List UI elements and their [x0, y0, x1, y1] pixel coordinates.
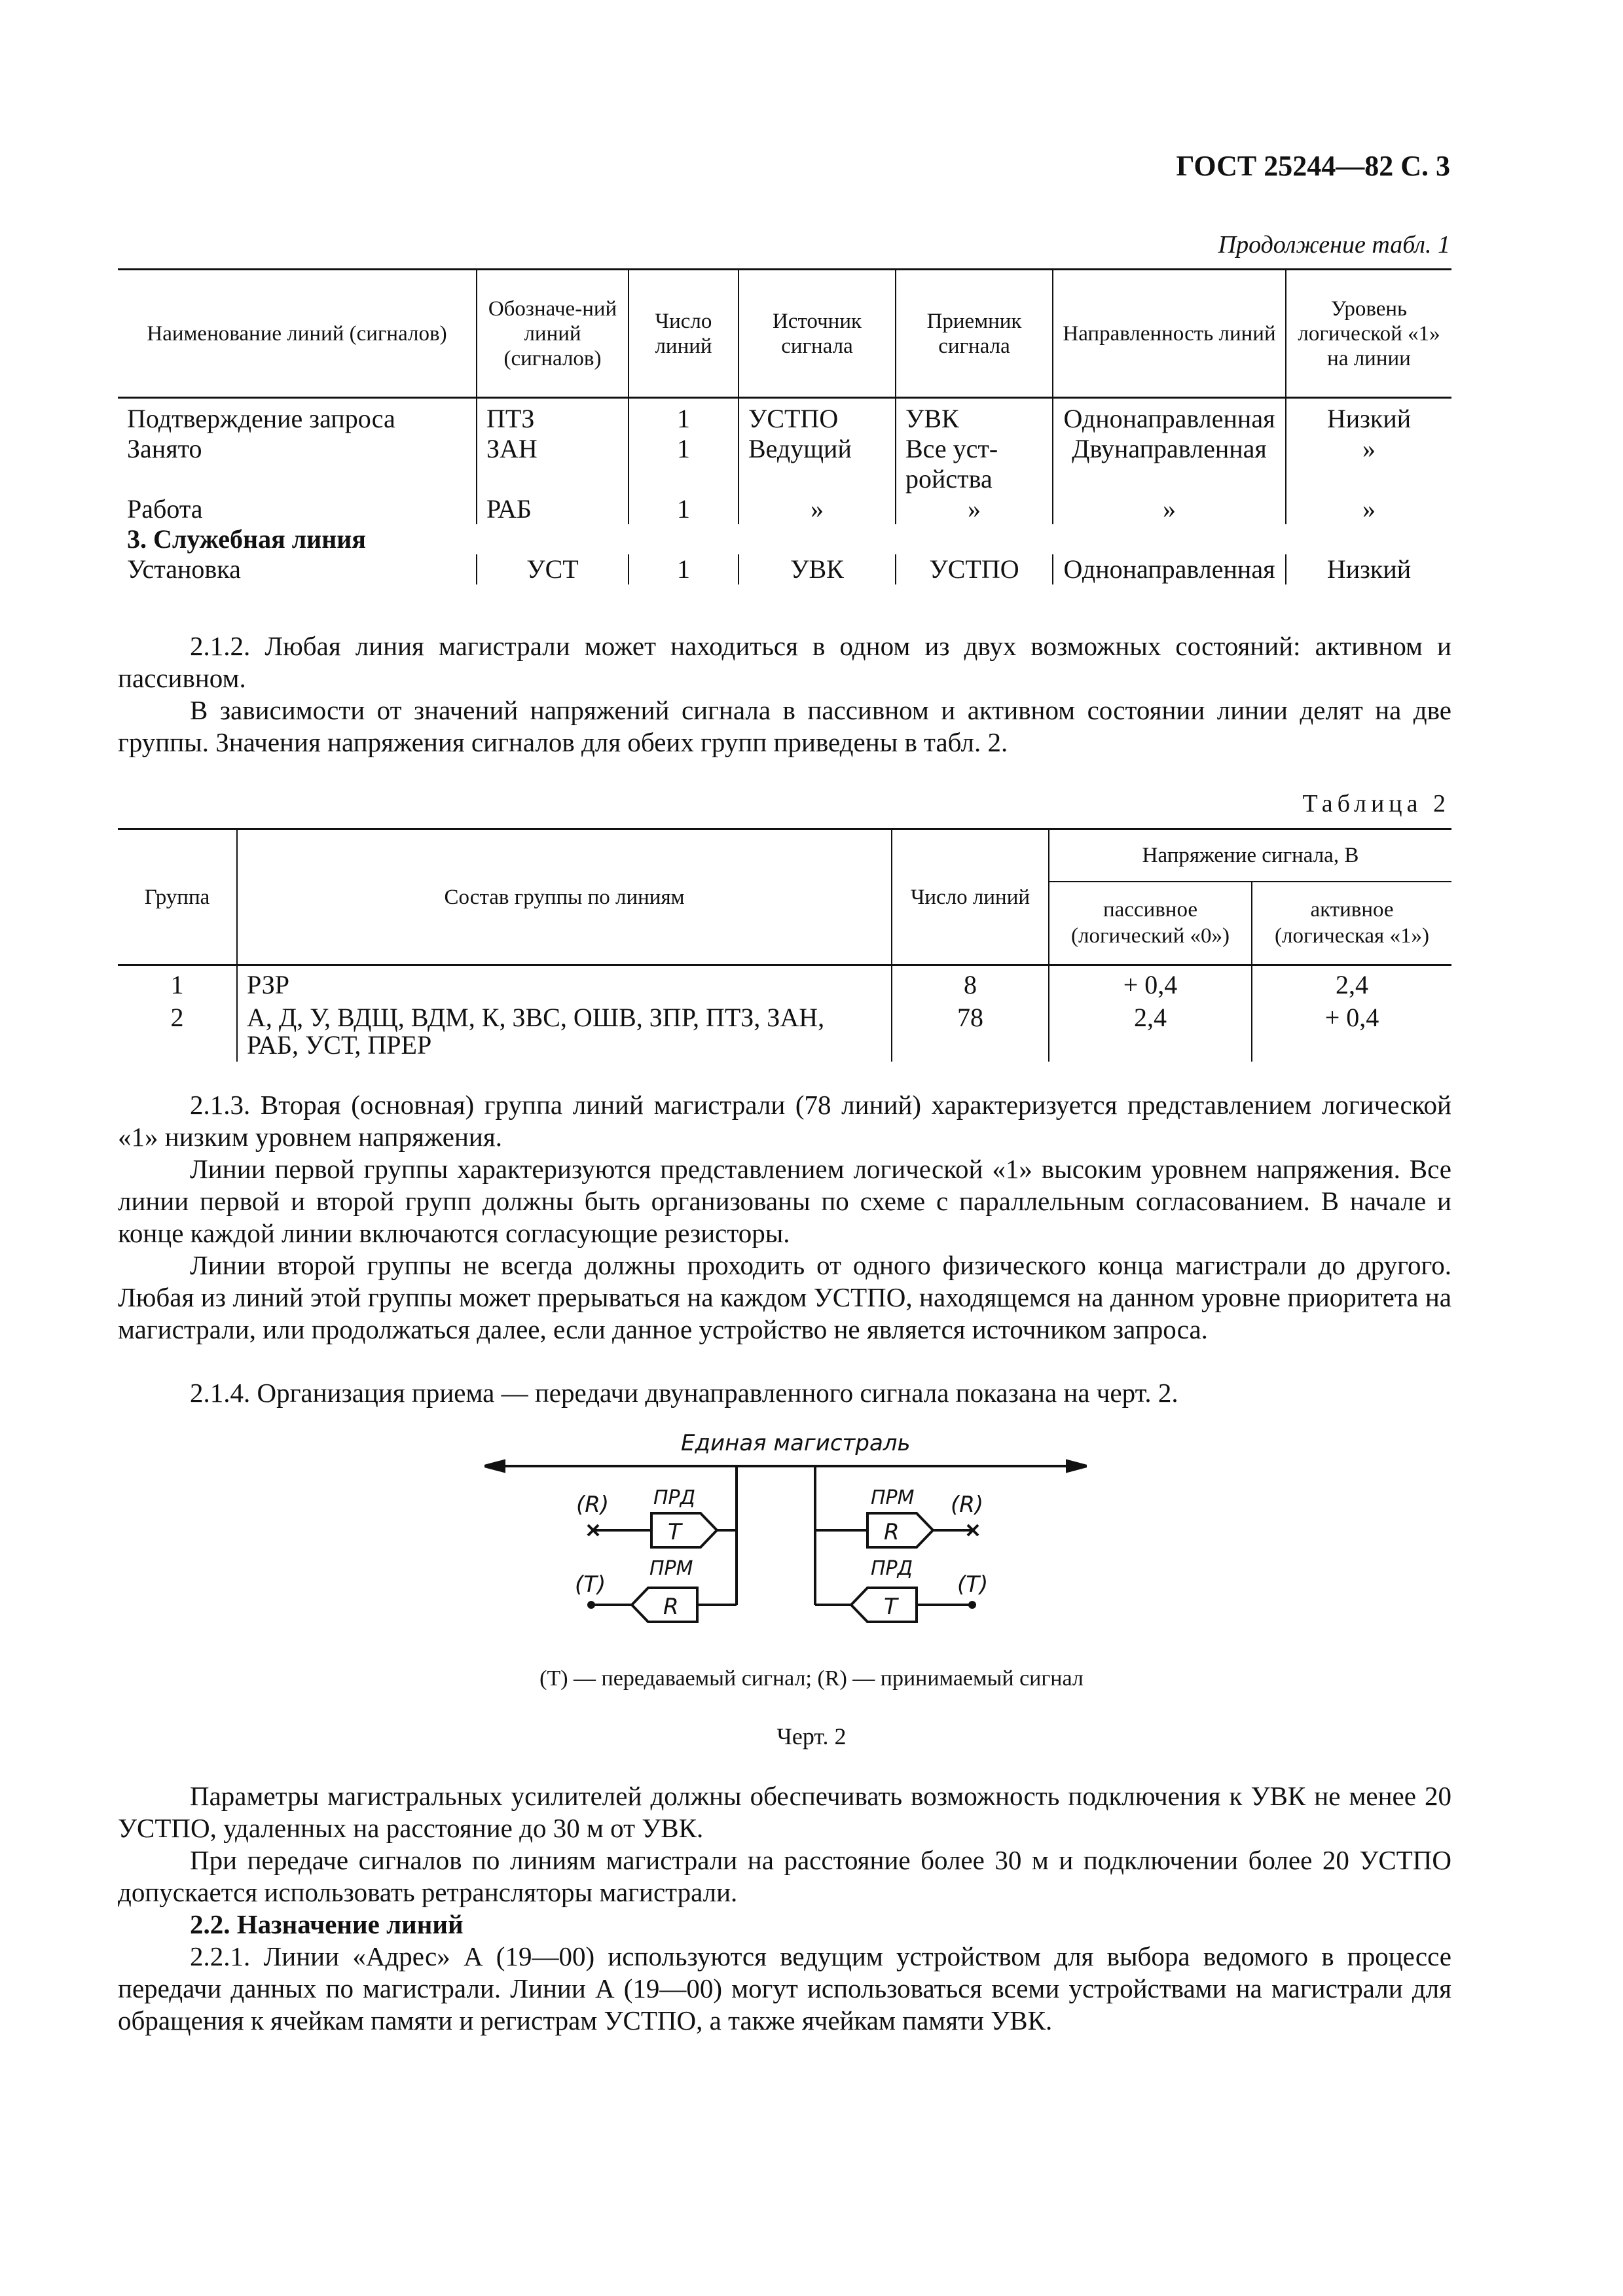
table-row — [118, 434, 1451, 494]
col-header: активное (логическая «1») — [1252, 882, 1451, 965]
col-header: Напряжение сигнала, В — [1049, 829, 1451, 882]
cell: 1 — [629, 434, 739, 494]
cell: 2,4 — [1252, 965, 1451, 1002]
cell: + 0,4 — [1049, 965, 1252, 1002]
cell: 1 — [118, 965, 237, 1002]
cell: 78 — [892, 1001, 1049, 1062]
cell: » — [1286, 434, 1451, 494]
signal-lines-table — [118, 268, 1451, 584]
cell: Все уст-ройства — [896, 434, 1053, 494]
t-label: T — [668, 1519, 682, 1545]
table-continuation-note: Продолжение табл. 1 — [1218, 231, 1450, 259]
terminal-dot-icon — [587, 1601, 595, 1609]
prm-label: ПРМ — [871, 1486, 915, 1509]
col-header: пассивное (логический «0») — [1049, 882, 1252, 965]
prm-label: ПРМ — [649, 1557, 693, 1580]
table-title: Таблица 2 — [1302, 790, 1450, 817]
cell: » — [896, 494, 1053, 524]
col-header: Число линий — [892, 829, 1049, 965]
cell: УСТПО — [896, 554, 1053, 584]
cell: А, Д, У, ВДЩ, ВДМ, К, ЗВС, ОШВ, ЗПР, ПТЗ, ЗАН, РАБ, УСТ, ПРЕР — [237, 1001, 892, 1062]
paragraph: Линии первой группы характеризуются представлением логической «1» высоким уровнем напряжения. Все линии первой и второй групп должны быть организованы по схеме с параллельным согласованием. В начале и конце каждой линии включаются согласующие резисторы. — [118, 1154, 1451, 1248]
prd-label: ПРД — [653, 1486, 696, 1509]
section-heading: 2.2. Назначение линий — [190, 1909, 464, 1939]
cell: УВК — [896, 398, 1053, 435]
cell: 1 — [629, 494, 739, 524]
paragraph: 2.1.4. Организация приема — передачи двунаправленного сигнала показана на черт. 2. — [190, 1378, 1178, 1408]
figure-legend: (T) — передаваемый сигнал; (R) — принимаемый сигнал — [539, 1666, 1084, 1691]
paragraph: Параметры магистральных усилителей должны обеспечивать возможность подключения к УВК не менее 20 УСТПО, удаленных на расстояние до 30 м от УВК. — [118, 1781, 1451, 1843]
col-header: Направленность линий — [1053, 270, 1286, 398]
cell: РЗР — [237, 965, 892, 1002]
cell: Однонаправленная — [1053, 398, 1286, 435]
cell: 2 — [170, 1003, 184, 1032]
cell: 2,4 — [1049, 1001, 1252, 1062]
table-row — [118, 494, 1451, 524]
r-label: R — [663, 1594, 679, 1620]
col-header: Уровень логической «1» на линии — [1286, 270, 1451, 398]
r-signal-label: (R) — [576, 1492, 610, 1518]
cell: УВК — [739, 554, 896, 584]
section-row — [118, 524, 1451, 554]
paragraph: 2.2.1. Линии «Адрес» А (19—00) используются ведущим устройством для выбора ведомого в процессе передачи данных по магистрали. Линии А (19—00) могут использоваться всеми устройствами на магистрали для обращения к ячейкам памяти и регистрам УСТПО, а также ячейкам памяти УВК. — [118, 1941, 1451, 2036]
page-header: ГОСТ 25244—82 С. 3 — [1176, 150, 1450, 182]
paragraph: В зависимости от значений напряжений сигнала в пассивном и активном состоянии линии делят на две группы. Значения напряжения сигналов для обеих групп приведены в табл. 2. — [118, 695, 1451, 757]
table-row — [118, 398, 1451, 435]
cell: Работа — [127, 494, 203, 524]
bus-label: Единая магистраль — [681, 1430, 911, 1456]
col-header: Наименование линий (сигналов) — [147, 321, 447, 346]
figure-caption: Черт. 2 — [776, 1723, 847, 1749]
cell: РАБ — [477, 494, 629, 524]
cell: УСТ — [477, 554, 629, 584]
cell: Занято — [127, 434, 202, 463]
paragraph: 2.1.2. Любая линия магистрали может находиться в одном из двух возможных состояний: активном и пассивном. — [118, 631, 1451, 693]
table-row — [118, 554, 1451, 584]
paragraph: При передаче сигналов по линиям магистрали на расстояние более 30 м и подключении более 20 УСТПО допускается использовать ретрансляторы магистрали. — [118, 1845, 1451, 1907]
cell: 1 — [629, 554, 739, 584]
receiver-box-right — [867, 1513, 933, 1547]
bidirectional-signal-diagram — [484, 1427, 1087, 1643]
cell: » — [739, 494, 896, 524]
cell: + 0,4 — [1252, 1001, 1451, 1062]
transmitter-box-left — [651, 1513, 717, 1547]
cell: Низкий — [1286, 398, 1451, 435]
col-header: Обозначе-ний линий (сигналов) — [477, 270, 629, 398]
paragraph: Линии второй группы не всегда должны проходить от одного физического конца магистрали до другого. Любая из линий этой группы может прерываться на каждом УСТПО, находящемся на данном уровне приоритета на магистрали, или продолжаться далее, если данное устройство не является источником запроса. — [118, 1250, 1451, 1344]
cell: Ведущий — [739, 434, 896, 494]
bus-arrow-right-icon — [1067, 1461, 1087, 1471]
table-row — [118, 1001, 1451, 1062]
t-signal-label: (T) — [575, 1571, 606, 1598]
cell: » — [1053, 494, 1286, 524]
cell: 8 — [892, 965, 1049, 1002]
cell: Подтверждение запроса — [127, 404, 395, 433]
cell: » — [1286, 494, 1451, 524]
cell: Двунаправленная — [1053, 434, 1286, 494]
r-signal-label: (R) — [951, 1492, 984, 1518]
cell: Однонаправленная — [1053, 554, 1286, 584]
cell: 1 — [629, 398, 739, 435]
cell: Низкий — [1286, 554, 1451, 584]
col-header: Группа — [118, 829, 237, 965]
col-header: Приемник сигнала — [896, 270, 1053, 398]
col-header: Источник сигнала — [739, 270, 896, 398]
cell: ПТЗ — [477, 398, 629, 435]
t-label: T — [884, 1594, 898, 1620]
section-title: 3. Служебная линия — [127, 524, 366, 554]
r-label: R — [884, 1519, 900, 1545]
cell: УСТПО — [739, 398, 896, 435]
terminal-dot-icon — [968, 1601, 976, 1609]
cell: Установка — [127, 554, 241, 584]
paragraph: 2.1.3. Вторая (основная) группа линий магистрали (78 линий) характеризуется представлением логической «1» низким уровнем напряжения. — [118, 1090, 1451, 1152]
voltage-table — [118, 828, 1451, 1062]
prd-label: ПРД — [871, 1557, 913, 1580]
cell: ЗАН — [477, 434, 629, 494]
bus-arrow-left-icon — [484, 1461, 504, 1471]
table-row — [118, 965, 1451, 1002]
col-header: Число линий — [629, 270, 739, 398]
t-signal-label: (T) — [957, 1571, 989, 1598]
col-header: Состав группы по линиям — [237, 829, 892, 965]
